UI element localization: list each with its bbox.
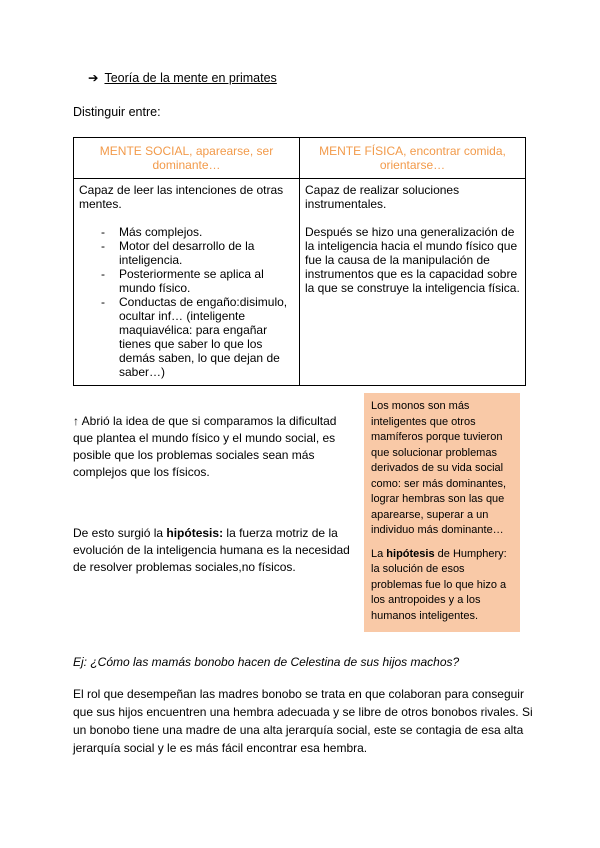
example-answer: El rol que desempeñan las madres bonobo se trata en que colaboran para conseguir que sus hijos encuentren una hembra adecuada y se libre de otros bonobos rivales. Si un bonobo tiene una madre de una alta jerarquía social, este se contagia de esa alta jerarquía social y le es más fácil encontrar esa hembra.: [73, 687, 533, 755]
note-paragraph-2: La hipótesis de Humphery: la solución de esos problemas fue lo que hizo a los antropoides y a los humanos inteligentes.: [371, 547, 507, 622]
social-list: [79, 225, 294, 379]
cell-physical-mind: [300, 179, 526, 386]
section-heading: [88, 70, 277, 85]
side-note-box: [364, 393, 520, 632]
comparison-table: [73, 137, 526, 386]
list-item: - Motor del desarrollo de la inteligencia.: [79, 239, 294, 267]
list-item: - Posteriormente se aplica al mundo físico.: [79, 267, 294, 295]
arrow-icon: ➔: [88, 71, 99, 85]
intro-text: Distinguir entre:: [73, 105, 161, 119]
list-item: - Más complejos.: [79, 225, 294, 239]
note-paragraph-1: Los monos son más inteligentes que otros mamíferos porque tuvieron que solucionar problemas derivados de su vida social como: ser más dominantes, lograr hembras son las que aparearse, superar a un individuo más dominante…: [371, 400, 507, 536]
social-intro: Capaz de leer las intenciones de otras mentes.: [79, 183, 284, 211]
table-header-row: [74, 138, 526, 179]
paragraph-difficulty: ↑ Abrió la idea de que si comparamos la dificultad que plantea el mundo físico y el mundo social, es posible que los problemas sociales sean más complejos que los físicos.: [73, 414, 337, 479]
section-title: Teoría de la mente en primates: [104, 71, 277, 85]
cell-social-mind: [74, 179, 300, 386]
hypothesis-label: hipótesis:: [166, 526, 224, 540]
list-item: - Conductas de engaño:disimulo, ocultar inf… (inteligente maquiavélica: para engañar tienes que saber lo que los demás saben, lo que dejan de saber…): [79, 295, 294, 379]
table-body-row: [74, 179, 526, 386]
physical-intro: Capaz de realizar soluciones instrumentales.: [305, 183, 460, 211]
physical-text: Después se hizo una generalización de la inteligencia hacia el mundo físico que fue la causa de la manipulación de instrumentos que es la capacidad sobre la que se construye la inteligencia física.: [305, 225, 520, 295]
header-physical-mind: MENTE FÍSICA, encontrar comida, orientarse…: [300, 138, 526, 179]
example-question: Ej: ¿Cómo las mamás bonobo hacen de Celestina de sus hijos machos?: [73, 655, 460, 669]
header-social-mind: MENTE SOCIAL, aparearse, ser dominante…: [74, 138, 300, 179]
paragraph-hypothesis: De esto surgió la hipótesis: la fuerza motriz de la evolución de la inteligencia humana es la necesidad de resolver problemas sociales,no físicos.: [73, 526, 350, 574]
